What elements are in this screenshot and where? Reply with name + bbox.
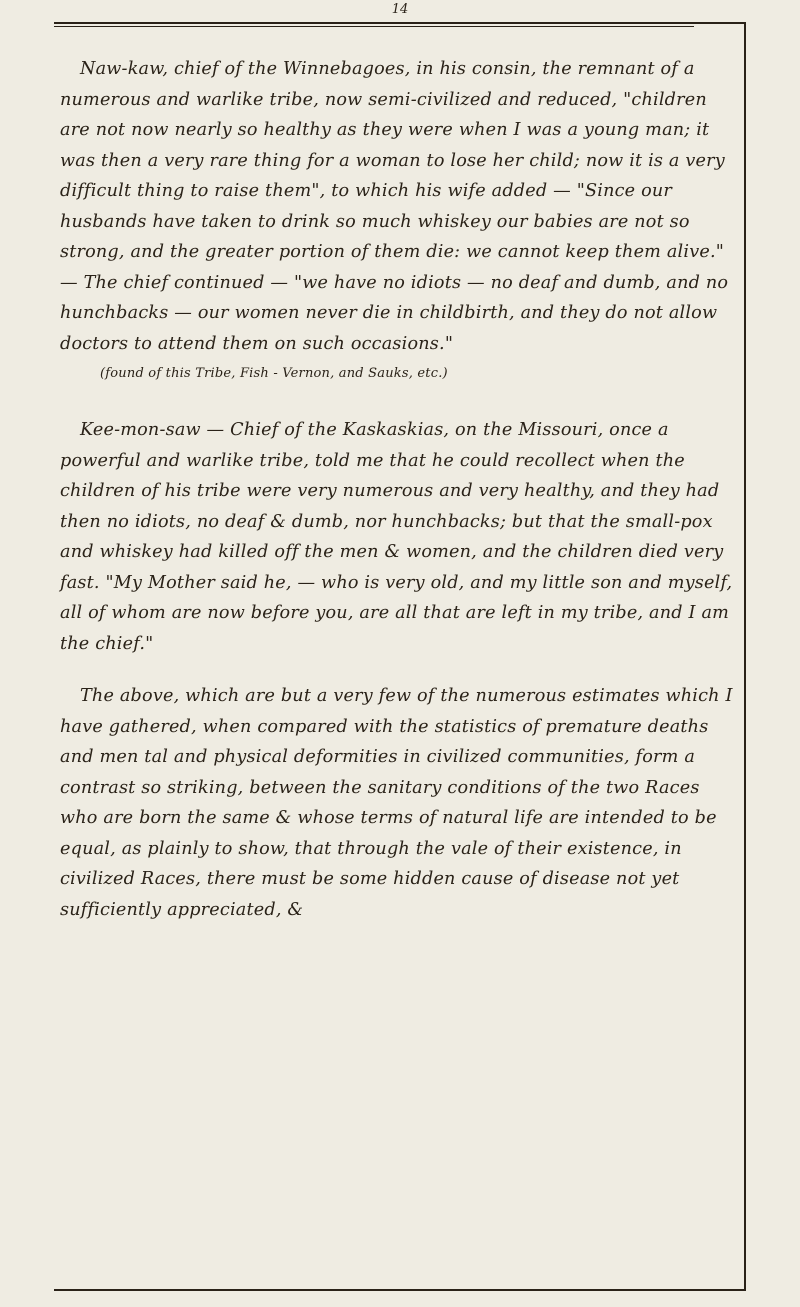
paragraph-kee-mon-saw: Kee-mon-saw — Chief of the Kaskaskias, on the Missouri, once a powerful and warlike tribe, told me that he could recollect when the children of his tribe were very numerous and very healthy, and they had then no idiots, no deaf & dumb, nor hunchbacks; but that the small-pox and whiskey had killed off the men & women, and the children died very fast. "My Mother said he, — who is very old, and my little son and myself, all of whom are now before you, are all that are left in my tribe, and I am the chief." — [60, 420, 733, 654]
marginal-note: (found of this Tribe, Fish - Vernon, and Sauks, etc.) — [100, 366, 448, 381]
manuscript-body — [60, 54, 740, 925]
page-number: 14 — [391, 2, 409, 17]
paragraph-naw-kaw: Naw-kaw, chief of the Winnebagoes, in his consin, the remnant of a numerous and warlike tribe, now semi-civilized and reduced, "children are not now nearly so healthy as they were when I was a young man; it was then a very rare thing for a woman to lose her child; now it is a very difficult thing to raise them", to which his wife added — "Since our husbands have taken to drink so much whiskey our babies are not so strong, and the greater portion of them die: we cannot keep them alive." — The chief continued — "we have no idiots — no deaf and dumb, and no hunchbacks — our women never die in childbirth, and they do not allow doctors to attend them on such occasions." — [60, 59, 729, 354]
paragraph-conclusion: The above, which are but a very few of the numerous estimates which I have gathered, when compared with the statistics of premature deaths and men tal and physical deformities in civilized communities, form a contrast so striking, between the sanitary conditions of the two Races who are born the same & whose terms of natural life are intended to be equal, as plainly to show, that through the vale of their existence, in civilized Races, there must be some hidden cause of disease not yet sufficiently appreciated, & — [60, 686, 733, 920]
